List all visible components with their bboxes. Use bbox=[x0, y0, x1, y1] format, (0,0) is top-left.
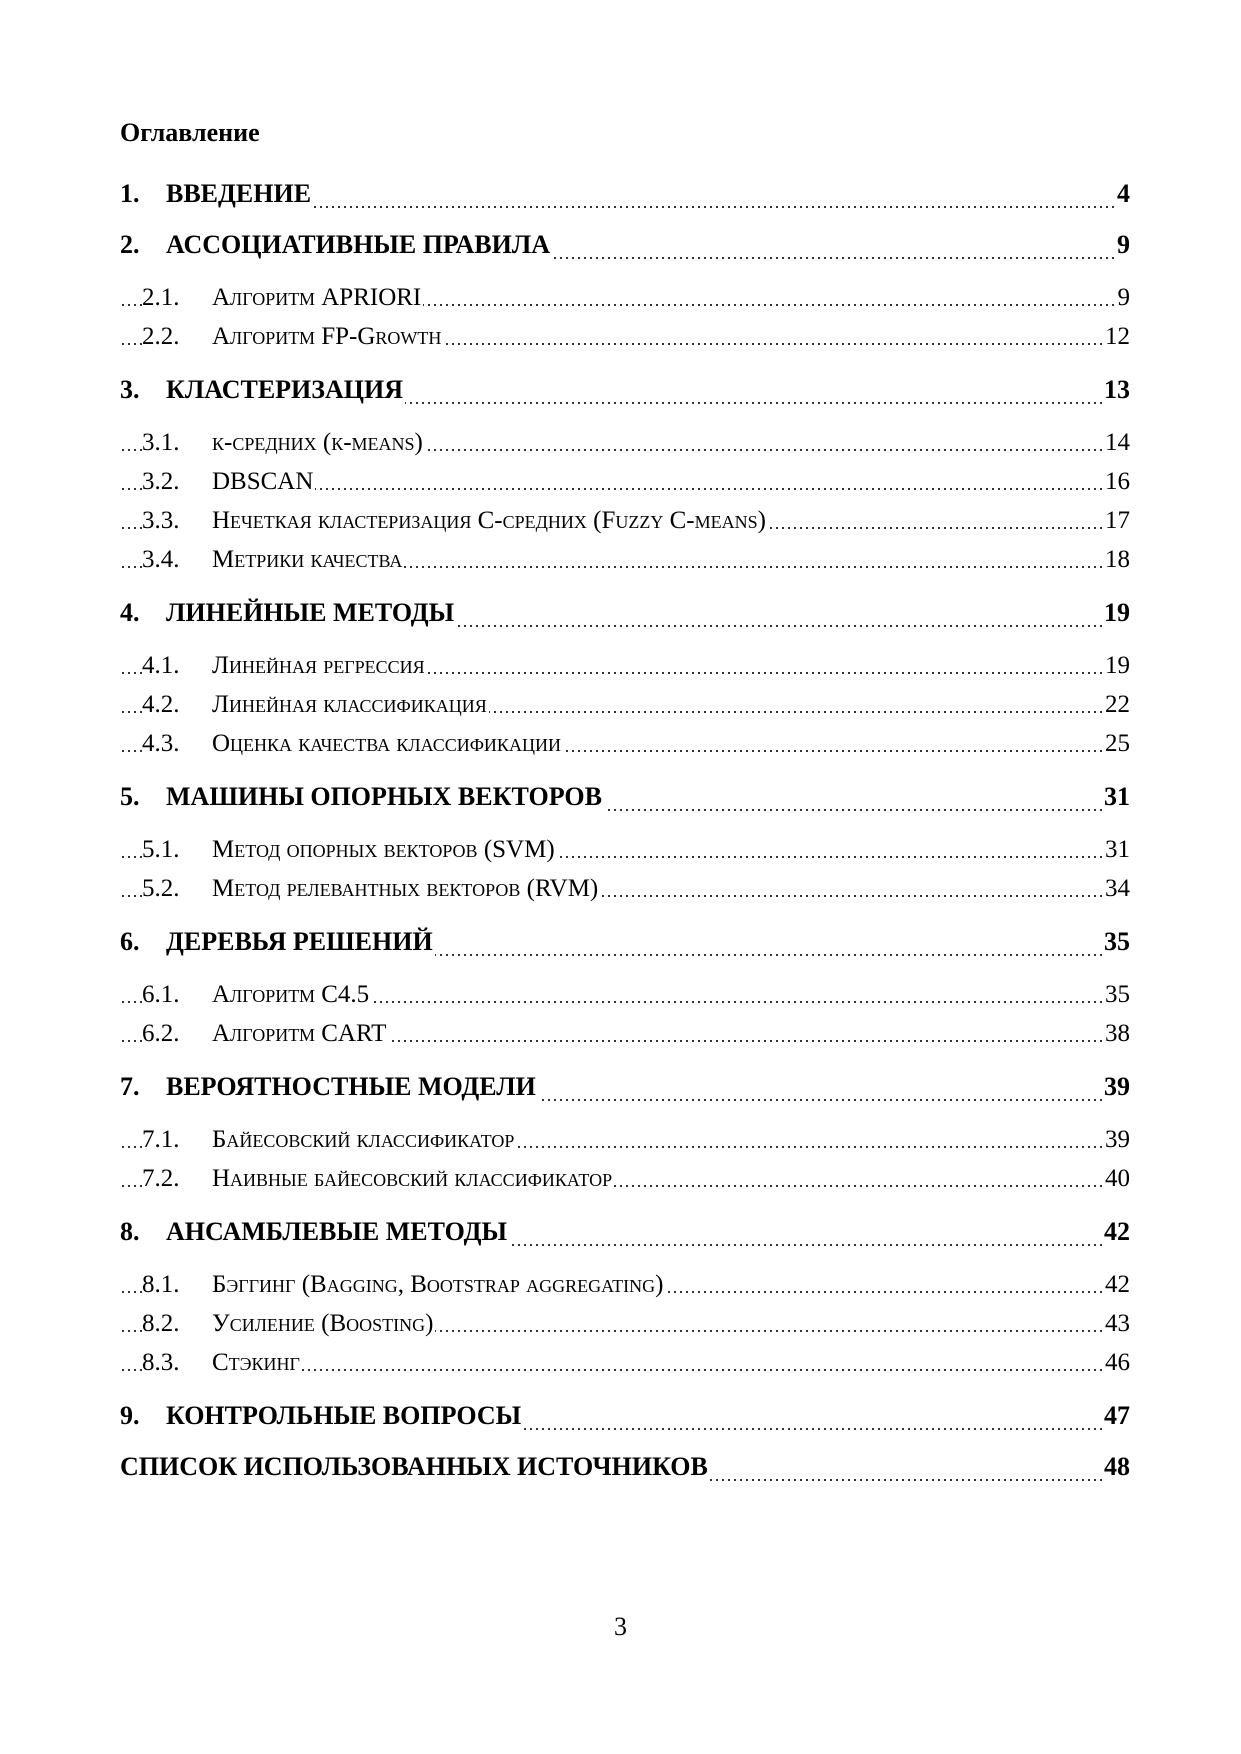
toc-entry-page: 42 bbox=[1103, 1265, 1130, 1304]
toc-entry-page: 19 bbox=[1103, 646, 1130, 685]
toc-entry[interactable] bbox=[120, 1343, 1130, 1382]
toc-entry-title: Стэкинг bbox=[212, 1343, 302, 1382]
toc-entry-number: 7.1. bbox=[142, 1120, 212, 1159]
toc-entry-page: 42 bbox=[1102, 1206, 1130, 1257]
toc-entry-page: 48 bbox=[1102, 1441, 1130, 1492]
toc-entry-number: 8. bbox=[120, 1206, 166, 1257]
toc-entry-page: 31 bbox=[1103, 830, 1130, 869]
toc-entry-page: 17 bbox=[1103, 501, 1130, 540]
toc-entry[interactable] bbox=[120, 646, 1130, 685]
toc-entry-number: 1. bbox=[120, 168, 166, 219]
toc-entry[interactable] bbox=[120, 278, 1130, 317]
toc-entry-title: ДЕРЕВЬЯ РЕШЕНИЙ bbox=[166, 916, 435, 967]
toc-entry-number: 4.3. bbox=[142, 724, 212, 763]
toc-entry-number: 4.1. bbox=[142, 646, 212, 685]
toc-entry[interactable] bbox=[120, 771, 1130, 822]
toc-entry-number: 3.1. bbox=[142, 423, 212, 462]
toc-entry-number: 3.4. bbox=[142, 540, 212, 579]
toc-entry-number: 7.2. bbox=[142, 1159, 212, 1198]
toc-entry-number: 2. bbox=[120, 219, 166, 270]
toc-entry[interactable] bbox=[120, 317, 1130, 356]
toc-entry-page: 19 bbox=[1102, 587, 1130, 638]
toc-entry-title: ЛИНЕЙНЫЕ МЕТОДЫ bbox=[166, 587, 456, 638]
toc-entry[interactable] bbox=[120, 1304, 1130, 1343]
toc-entry-title: Байесовский классификатор bbox=[212, 1120, 516, 1159]
toc-entry-title: Алгоритм C4.5 bbox=[212, 975, 371, 1014]
toc-entry[interactable] bbox=[120, 685, 1130, 724]
toc-entry-page: 35 bbox=[1103, 975, 1130, 1014]
page-number: 3 bbox=[614, 1612, 627, 1641]
toc-entry[interactable] bbox=[120, 219, 1130, 270]
toc-entry[interactable] bbox=[120, 869, 1130, 908]
toc-entry-page: 38 bbox=[1103, 1014, 1130, 1053]
toc-entry[interactable] bbox=[120, 462, 1130, 501]
toc-entry[interactable] bbox=[120, 1120, 1130, 1159]
toc-entry[interactable] bbox=[120, 724, 1130, 763]
toc-entry-title: Линейная классификация bbox=[212, 685, 489, 724]
toc-entry-title: Алгоритм FP-Growth bbox=[212, 317, 443, 356]
toc-entry-title: Усиление (Boosting) bbox=[212, 1304, 435, 1343]
table-of-contents bbox=[120, 168, 1130, 1492]
toc-entry-title: Алгоритм CART bbox=[212, 1014, 388, 1053]
toc-entry-title: ВВЕДЕНИЕ bbox=[166, 168, 313, 219]
toc-entry[interactable] bbox=[120, 364, 1130, 415]
toc-entry-page: 35 bbox=[1102, 916, 1130, 967]
toc-entry[interactable] bbox=[120, 1014, 1130, 1053]
toc-entry[interactable] bbox=[120, 830, 1130, 869]
toc-entry-page: 43 bbox=[1103, 1304, 1130, 1343]
toc-entry[interactable] bbox=[120, 1206, 1130, 1257]
toc-entry-page: 12 bbox=[1103, 317, 1130, 356]
toc-entry-title: Метрики качества bbox=[212, 540, 404, 579]
toc-entry-title: DBSCAN bbox=[212, 462, 315, 501]
toc-entry[interactable] bbox=[120, 1265, 1130, 1304]
toc-entry-page: 18 bbox=[1103, 540, 1130, 579]
toc-entry-title: Метод релевантных векторов (RVM) bbox=[212, 869, 600, 908]
toc-entry-title: КЛАСТЕРИЗАЦИЯ bbox=[166, 364, 405, 415]
toc-entry-title: Бэггинг (Bagging, Bootstrap aggregating) bbox=[212, 1265, 665, 1304]
toc-entry-title: Нечеткая кластеризация C-средних (Fuzzy C-means) bbox=[212, 501, 768, 540]
toc-entry-title: СПИСОК ИСПОЛЬЗОВАННЫХ ИСТОЧНИКОВ bbox=[120, 1441, 710, 1492]
toc-entry-number: 3.2. bbox=[142, 462, 212, 501]
toc-entry[interactable] bbox=[120, 916, 1130, 967]
toc-entry-page: 40 bbox=[1103, 1159, 1130, 1198]
toc-entry-page: 22 bbox=[1103, 685, 1130, 724]
toc-entry[interactable] bbox=[120, 1390, 1130, 1441]
toc-entry-number: 8.1. bbox=[142, 1265, 212, 1304]
toc-entry-number: 2.1. bbox=[142, 278, 212, 317]
toc-entry[interactable] bbox=[120, 423, 1130, 462]
toc-entry-title: Метод опорных векторов (SVM) bbox=[212, 830, 557, 869]
toc-entry-page: 14 bbox=[1103, 423, 1130, 462]
toc-entry-number: 9. bbox=[120, 1390, 166, 1441]
toc-heading: Оглавление bbox=[120, 118, 260, 147]
toc-entry-page: 31 bbox=[1102, 771, 1130, 822]
toc-entry-title: Оценка качества классификации bbox=[212, 724, 563, 763]
toc-entry-number: 7. bbox=[120, 1061, 166, 1112]
toc-entry[interactable] bbox=[120, 540, 1130, 579]
toc-entry-page: 16 bbox=[1103, 462, 1130, 501]
toc-entry-page: 46 bbox=[1103, 1343, 1130, 1382]
toc-entry-number: 5.1. bbox=[142, 830, 212, 869]
toc-entry-number: 6.1. bbox=[142, 975, 212, 1014]
toc-entry-number: 3.3. bbox=[142, 501, 212, 540]
toc-entry-number: 2.2. bbox=[142, 317, 212, 356]
toc-entry-number: 5.2. bbox=[142, 869, 212, 908]
toc-entry-title: Линейная регрессия bbox=[212, 646, 427, 685]
toc-entry-number: 4. bbox=[120, 587, 166, 638]
toc-entry-title: МАШИНЫ ОПОРНЫХ ВЕКТОРОВ bbox=[166, 771, 604, 822]
toc-entry-number: 4.2. bbox=[142, 685, 212, 724]
toc-entry-page: 39 bbox=[1102, 1061, 1130, 1112]
toc-entry[interactable] bbox=[120, 975, 1130, 1014]
toc-entry-number: 8.3. bbox=[142, 1343, 212, 1382]
toc-entry-page: 25 bbox=[1103, 724, 1130, 763]
toc-entry-title: к-средних (к-means) bbox=[212, 423, 425, 462]
toc-entry[interactable] bbox=[120, 1061, 1130, 1112]
toc-entry[interactable] bbox=[120, 1159, 1130, 1198]
toc-entry[interactable] bbox=[120, 1441, 1130, 1492]
toc-entry[interactable] bbox=[120, 168, 1130, 219]
toc-entry-number: 6.2. bbox=[142, 1014, 212, 1053]
toc-entry-page: 34 bbox=[1103, 869, 1130, 908]
toc-entry-page: 47 bbox=[1102, 1390, 1130, 1441]
toc-entry-number: 3. bbox=[120, 364, 166, 415]
toc-entry-title: Наивные байесовский классификатор bbox=[212, 1159, 614, 1198]
toc-entry-title: АНСАМБЛЕВЫЕ МЕТОДЫ bbox=[166, 1206, 509, 1257]
toc-entry-page: 9 bbox=[1115, 219, 1130, 270]
toc-entry[interactable] bbox=[120, 501, 1130, 540]
toc-entry-page: 9 bbox=[1116, 278, 1131, 317]
toc-entry-number: 5. bbox=[120, 771, 166, 822]
toc-entry-title: Алгоритм APRIORI bbox=[212, 278, 423, 317]
toc-entry-title: КОНТРОЛЬНЫЕ ВОПРОСЫ bbox=[166, 1390, 523, 1441]
toc-entry-number: 6. bbox=[120, 916, 166, 967]
toc-entry-number: 8.2. bbox=[142, 1304, 212, 1343]
toc-entry-page: 4 bbox=[1115, 168, 1130, 219]
toc-entry[interactable] bbox=[120, 587, 1130, 638]
toc-entry-page: 39 bbox=[1103, 1120, 1130, 1159]
toc-entry-page: 13 bbox=[1102, 364, 1130, 415]
toc-entry-title: АССОЦИАТИВНЫЕ ПРАВИЛА bbox=[166, 219, 552, 270]
toc-entry-title: ВЕРОЯТНОСТНЫЕ МОДЕЛИ bbox=[166, 1061, 538, 1112]
